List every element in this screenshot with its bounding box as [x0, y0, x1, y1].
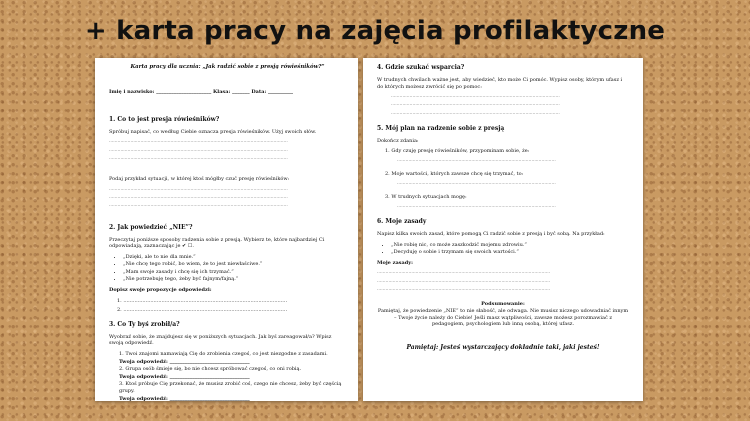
answer-line: ............................................................................................................................. — [109, 195, 288, 200]
summary-heading: Podsumowanie: — [481, 301, 525, 308]
section-6-instruction: Napisz kilka swoich zasad, które pomogą Ci radzić sobie z presją i być sobą. Na przykład: — [377, 231, 605, 238]
response-list — [109, 254, 346, 283]
section-6-heading: 6. Moje zasady — [377, 218, 427, 226]
support-list — [377, 94, 629, 117]
scenario-item: 1. Twoi znajomi namawiają Cię do zrobienia czegoś, co jest niezgodne z zasadami. — [119, 350, 328, 357]
answer-line: Twoja odpowiedź: ________________________________ — [119, 358, 250, 365]
sentence-prompt: 1. Gdy czuję presję rówieśników, przypominam sobie, że: — [385, 148, 530, 155]
closing-affirmation: Pamiętaj: Jesteś wystarczający dokładnie taki, jaki jesteś! — [406, 343, 600, 351]
answer-line: ............................................................................................................................. — [109, 155, 288, 161]
answer-line: Twoja odpowiedź: ________________________________ — [119, 373, 250, 380]
answer-line: ............................................................................................................................. — [109, 186, 288, 192]
answer-line: ......................................................................................................................... — [377, 278, 551, 284]
sentence-prompt: 2. Moje wartości, których zawsze chcę się trzymać, to: — [385, 171, 524, 178]
worksheet-page-left — [95, 58, 358, 401]
section-5-instruction: Dokończ zdania: — [377, 137, 419, 144]
section-3-instruction: Wyobraź sobie, że znajdujesz się w poniższych sytuacjach. Jak byś zareagował/a? Wpisz swoją odpowiedź. — [109, 333, 332, 347]
section-2-prompt: Dopisz swoje propozycje odpowiedzi: — [109, 287, 212, 294]
section-1-heading: 1. Co to jest presja rówieśników? — [109, 115, 220, 123]
list-item: • „Nie robię nic, co może zaszkodzić mojemu zdrowiu.” — [391, 242, 629, 249]
scenario-item: 3. Ktoś próbuje Cię przekonać, że musisz zrobić coś, czego nie chcesz, żeby być częścią grupy. — [119, 381, 342, 394]
answer-line: ............................................................................................................... — [397, 158, 556, 164]
list-item: • „Decyduję o sobie i trzymam się swoich wartości.” — [391, 249, 629, 256]
answer-line: ............................................................................................................... — [397, 180, 556, 186]
answer-line: ......................................................................................................................... — [377, 287, 551, 293]
worksheet-page-right — [363, 58, 643, 401]
section-2-instruction: Przeczytaj poniższe sposoby radzenia sobie z presją. Wybierz te, które najbardziej Ci odpowiadają, zaznaczając je ✔ ☐. — [109, 236, 325, 250]
list-item: • „Nie potrzebuję tego, żeby być fajnym/fajną.” — [123, 276, 346, 283]
answer-line: ............................................................................................................... — [397, 203, 556, 209]
list-item: • „Dzięki, ale to nie dla mnie.” — [123, 254, 346, 261]
worksheet-title: Karta pracy dla ucznia: „Jak radzić sobie z presją rówieśników?” — [130, 64, 325, 70]
section-5-heading: 5. Mój plan na radzenie sobie z presją — [377, 124, 505, 132]
summary-box — [377, 301, 629, 327]
answer-line: 2. ....................................................................................................... — [117, 307, 288, 314]
answer-line: 1. ....................................................................................................... — [117, 297, 288, 304]
list-item: • „Mam swoje zasady i chcę się ich trzymać.” — [123, 269, 346, 276]
section-2-heading: 2. Jak powiedzieć „NIE”? — [109, 223, 193, 231]
list-item: • ...................................................................................................................... — [391, 111, 629, 117]
section-6-prompt: Moje zasady: — [377, 259, 413, 266]
answer-line: ......................................................................................................................... — [377, 270, 551, 276]
banner-title: + karta pracy na zajęcia profilaktyczne — [84, 16, 666, 46]
scenario-item: 2. Grupa osób śmieje się, bo nie chcesz spróbować czegoś, co oni robią. — [119, 366, 302, 373]
section-4-instruction: W trudnych chwilach ważne jest, aby wiedzieć, kto może Ci pomóc. Wypisz osoby, którym ufasz i do których możesz zwrócić się po pomoc: — [377, 76, 623, 90]
list-item: • ...................................................................................................................... — [391, 102, 629, 108]
answer-line: ............................................................................................................................. — [109, 147, 288, 153]
answer-line: ............................................................................................................................. — [109, 139, 288, 145]
summary-text: Pamiętaj, że powiedzenie „NIE” to nie słabość, ale odwaga. Nie musisz niczego udowadniać innym – Twoje życie należy do Ciebie! Jeśli masz wątpliwości, zawsze możesz porozmawiać z pedagogiem, psychologiem lub inną osobą, której ufasz. — [377, 307, 629, 328]
rules-examples-list — [377, 242, 629, 256]
sentence-prompt: 3. W trudnych sytuacjach mogę: — [385, 194, 467, 201]
answer-line: ............................................................................................................................. — [109, 203, 288, 209]
section-1-instruction-2: Podaj przykład sytuacji, w której ktoś mógłby czuć presję rówieśników: — [109, 176, 290, 183]
list-item: • ...................................................................................................................... — [391, 94, 629, 100]
list-item: • „Nie chcę tego robić, bo wiem, że to jest niewłaściwe.” — [123, 261, 346, 268]
answer-line: Twoja odpowiedź: ________________________________ — [119, 395, 250, 401]
section-1-instruction: Spróbuj napisać, co według Ciebie oznacza presja rówieśników. Użyj swoich słów. — [109, 128, 317, 135]
section-3-heading: 3. Co Ty byś zrobił/a? — [109, 320, 180, 328]
name-class-date-line: Imię i nazwisko: ______________________ Klasa: _______ Data: __________ — [109, 89, 294, 96]
section-4-heading: 4. Gdzie szukać wsparcia? — [377, 64, 465, 71]
